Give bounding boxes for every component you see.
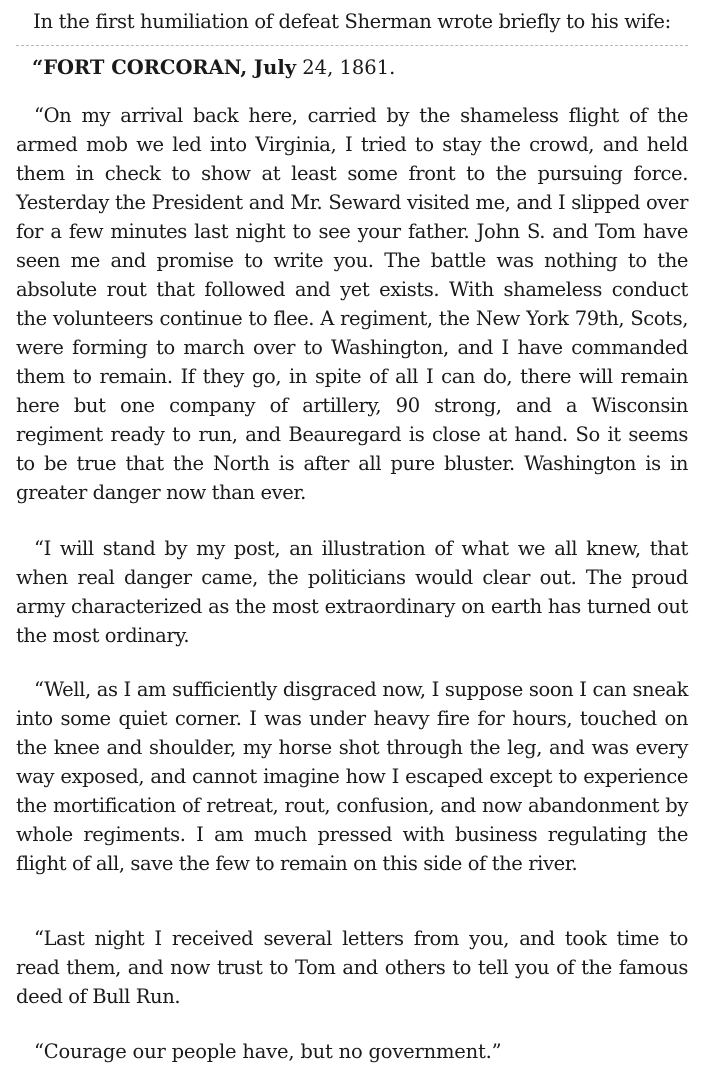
paragraph-3: “Well, as I am sufficiently disgraced now, I suppose soon I can sneak into some quiet corner. I was under heavy fire for hours, touched on the knee and shoulder, my horse shot through the leg, and was every way exposed, and cannot imagine how I escaped except to experience the mortification of retreat, rout, confusion, and now abandonment by whole regiments. I am much pressed with business regulating the flight of all, save the few to remain on this side of the river. <box>16 678 688 875</box>
letter-location: “FORT CORCORAN, July <box>32 56 297 79</box>
paragraph-1: “On my arrival back here, carried by the shameless flight of the armed mob we led into Virginia, I tried to stay the crowd, and held them in check to show at least some front to the pursuing force. Yesterday the President and Mr. Seward visited me, and I slipped over for a few minutes last night to see your father. John S. and Tom have seen me and promise to write you. The battle was nothing to the absolute rout that followed and yet exists. With shameless conduct the volunteers continue to flee. A regiment, the New York 79th, Scots, were forming to march over to Washington, and I have commanded them to remain. If they go, in spite of all I can do, there will remain here but one company of artillery, 90 strong, and a Wisconsin regiment ready to run, and Beauregard is close at hand. So it seems to be true that the North is after all pure bluster. Washington is in greater danger now than ever. <box>16 104 688 504</box>
dashed-divider <box>16 45 688 46</box>
paragraph-4: “Last night I received several letters from you, and took time to read them, and now trust to Tom and others to tell you of the famous deed of Bull Run. <box>16 927 688 1008</box>
paragraph-2: “I will stand by my post, an illustration of what we all knew, that when real danger came, the politicians would clear out. The proud army characterized as the most extraordinary on earth has turned out the most ordinary. <box>16 537 688 647</box>
letter-heading <box>32 54 395 82</box>
intro-line: In the first humiliation of defeat Sherman wrote briefly to his wife: <box>33 10 671 33</box>
letter-date: 24, 1861. <box>296 56 396 79</box>
document-page <box>16 0 688 1080</box>
paragraph-5: “Courage our people have, but no government.” <box>34 1040 502 1063</box>
